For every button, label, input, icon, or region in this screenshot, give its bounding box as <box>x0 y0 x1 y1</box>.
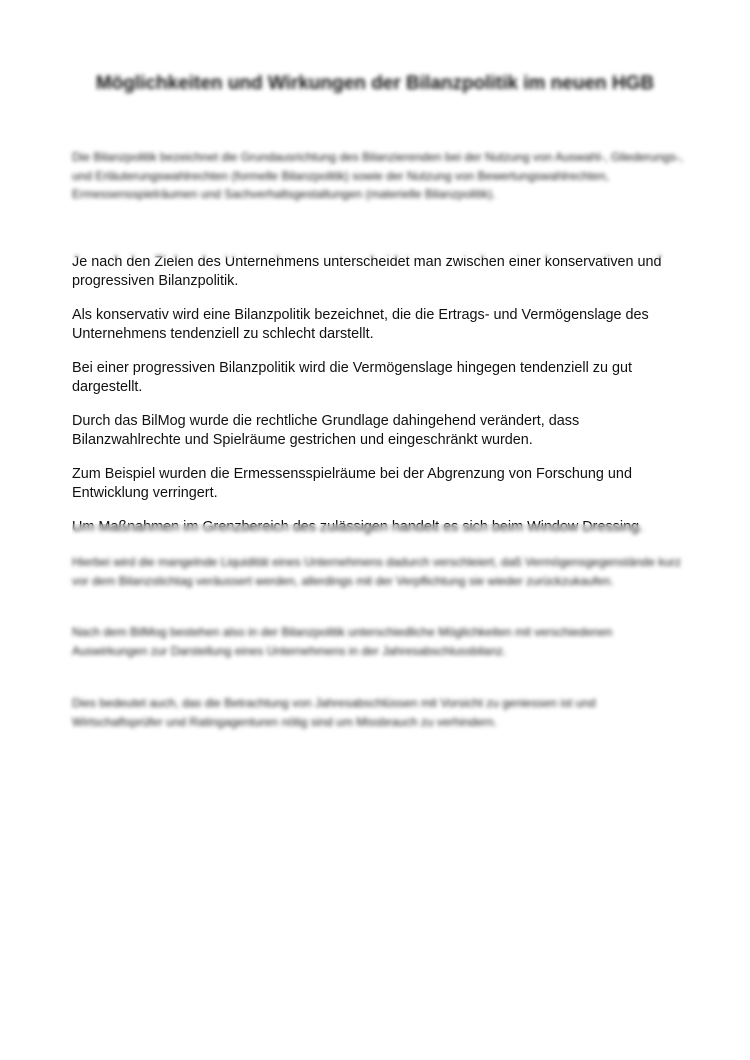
paragraph-intro: Die Bilanzpolitik bezeichnet die Grundausrichtung des Bilanzierenden bei der Nutzung von Auswahl-, Gliederungs-, und Erläuterungswahlrechten (formelle Bilanzpolitik) sowie der Nutzung von Bewertungswahlrechten, Ermessensspielräumen und Sachverhaltsgestaltungen (materielle Bilanzpolitik). <box>72 150 684 201</box>
paragraph-bilmog: Durch das BilMog wurde die rechtliche Grundlage dahingehend verändert, dass Bilanzwahlrechte und Spielräume gestrichen und eingeschränkt wurden. <box>72 413 580 448</box>
paragraph-liquidity: Hierbei wird die mangelnde Liquidität eines Unternehmens dadurch verschleiert, daß Vermögensgegenstände kurz vor dem Bilanzstichtag veräussert werden, allerdings mit der Verpflichtung sie wieder zurückzukaufen. <box>72 555 682 588</box>
paragraph-caution: Dies bedeutet auch, das die Betrachtung von Jahresabschlüssen mit Vorsicht zu geniessen ist und Wirtschaftsprüfer und Ratingagenturen nötig sind um Missbrauch zu verhindern. <box>72 696 596 729</box>
document-title: Möglichkeiten und Wirkungen der Bilanzpolitik im neuen HGB <box>95 73 655 94</box>
blur-overlay-top <box>72 246 684 258</box>
paragraph-progressive: Bei einer progressiven Bilanzpolitik wird die Vermögenslage hingegen tendenziell zu gut dargestellt. <box>72 360 632 395</box>
paragraph-conclusion: Nach dem BilMog bestehen also in der Bilanzpolitik unterschiedliche Möglichkeiten mit verschiedenen Auswirkungen zur Darstellung eines Unternehmens in der Jahresabschlussbilanz. <box>72 625 613 658</box>
paragraph-example: Zum Beispiel wurden die Ermessensspielräume bei der Abgrenzung von Forschung und Entwicklung verringert. <box>72 466 632 501</box>
blur-overlay-bottom <box>72 524 684 538</box>
paragraph-conservative: Als konservativ wird eine Bilanzpolitik bezeichnet, die die Ertrags- und Vermögenslage des Unternehmens tendenziell zu schlecht darstellt. <box>72 307 649 342</box>
paragraph-window-dressing: Um Maßnahmen im Grenzbereich des zulässigen handelt es sich beim Window Dressing. <box>72 519 644 535</box>
paragraph-goals: Je nach den Zielen des Unternehmens unterscheidet man zwischen einer konservativen und progressiven Bilanzpolitik. <box>72 254 662 289</box>
